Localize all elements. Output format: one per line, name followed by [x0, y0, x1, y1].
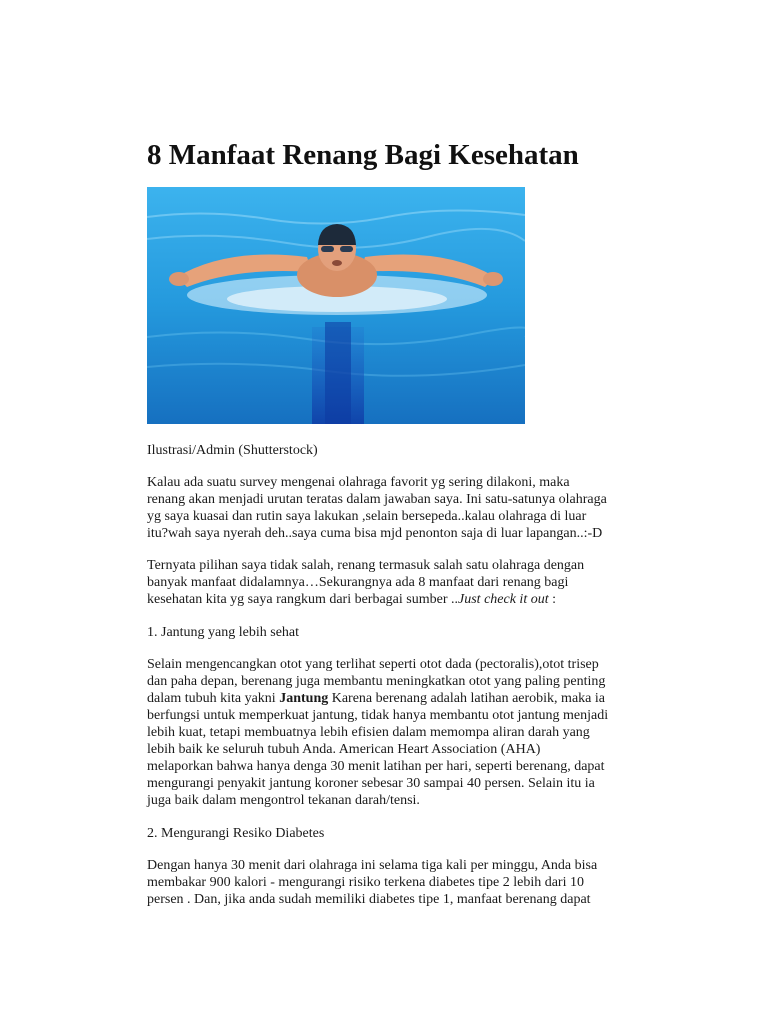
text-line: yg saya kuasai dan rutin saya lakukan ,selain bersepeda..kalau olahraga di luar [147, 509, 587, 524]
paragraph-benefits-intro [147, 557, 659, 608]
text-line: lebih baik ke seluruh tubuh Anda. American Heart Association (AHA) [147, 742, 541, 757]
text-line: juga baik dalam mengontrol tekanan darah/tensi. [147, 793, 420, 808]
text-line: melaporkan bahwa hanya denga 30 menit latihan per hari, seperti berenang, dapat [147, 759, 605, 774]
section-heading-1: 1. Jantung yang lebih sehat [147, 625, 300, 640]
swimmer-photo [147, 187, 525, 424]
text-line: renang akan menjadi urutan teratas dalam jawaban saya. Ini satu-satunya olahraga [147, 492, 607, 507]
text-line: mengurangi penyakit jantung koroner sebesar 30 sampai 40 persen. Selain itu ia [147, 776, 595, 791]
text-line: Selain mengencangkan otot yang terlihat seperti otot dada (pectoralis),otot trisep [147, 657, 599, 672]
text-line: berfungsi untuk memperkuat jantung, tidak hanya membantu otot jantung menjadi [147, 708, 609, 723]
text-segment: : [548, 592, 556, 607]
text-line: membakar 900 kalori - mengurangi risiko terkena diabetes tipe 2 lebih dari 10 [147, 875, 584, 890]
text-line: Dengan hanya 30 menit dari olahraga ini selama tiga kali per minggu, Anda bisa [147, 858, 598, 873]
text-segment: dalam tubuh kita yakni [147, 691, 280, 706]
section-heading-2: 2. Mengurangi Resiko Diabetes [147, 826, 325, 841]
text-line: Ternyata pilihan saya tidak salah, renang termasuk salah satu olahraga dengan [147, 558, 585, 573]
text-segment: Karena berenang adalah latihan aerobik, maka ia [328, 691, 605, 706]
paragraph-heart [147, 656, 659, 809]
text-line [147, 690, 659, 707]
paragraph-diabetes [147, 857, 659, 908]
text-line: itu?wah saya nyerah deh..saya cuma bisa mjd penonton saja di luar lapangan..:-D [147, 526, 603, 541]
text-line [147, 591, 659, 608]
text-line: lebih kuat, tetapi membuatnya lebih efisien dalam memompa aliran darah yang [147, 725, 590, 740]
image-caption: Ilustrasi/Admin (Shutterstock) [147, 443, 318, 458]
paragraph-intro [147, 474, 659, 542]
italic-phrase: Just check it out [458, 592, 549, 607]
text-line: persen . Dan, jika anda sudah memiliki diabetes tipe 1, manfaat berenang dapat [147, 892, 591, 907]
text-segment: kesehatan kita yg saya rangkum dari berbagai sumber .. [147, 592, 459, 607]
bold-keyword: Jantung [279, 691, 329, 706]
text-line: dan paha depan, berenang juga membantu meningkatkan otot yang paling penting [147, 674, 606, 689]
text-line: Kalau ada suatu survey mengenai olahraga favorit yg sering dilakoni, maka [147, 475, 570, 490]
article-title: 8 Manfaat Renang Bagi Kesehatan [147, 139, 579, 171]
document-page [147, 138, 659, 908]
text-line: banyak manfaat didalamnya…Sekurangnya ada 8 manfaat dari renang bagi [147, 575, 569, 590]
